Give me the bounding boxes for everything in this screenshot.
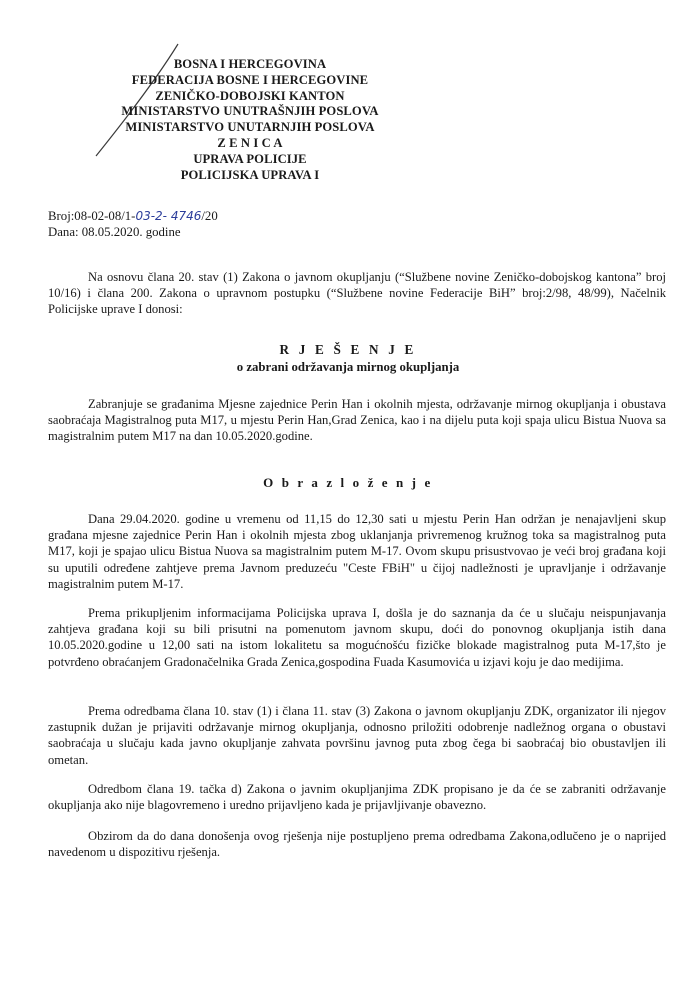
reasoning-paragraph-1: Dana 29.04.2020. godine u vremenu od 11,15 do 12,30 sati u mjestu Perin Han održan je nenajavljeni skup građana mjesne zajednice Perin Han i okolnih mjesta zbog uklanjanja privremenog kružnog toka sa magistralnog puta M17, koji je spajao ulicu Bistua Nuova sa magistralnim putem M-17. Ovom skupu prisustvovao je veći broj građana koji su uputili određene zahtjeve prema Javnom preduzeću "Ceste FBiH" u čijoj nadležnosti je upravljanje i održavanje magistralnim putem M-17. xyxy=(48,512,666,591)
header-line: POLICIJSKA UPRAVA I xyxy=(180,167,320,182)
intro-paragraph: Na osnovu člana 20. stav (1) Zakona o javnom okupljanju (“Službene novine Zeničko-dobojskog kantona” broj 10/16) i člana 200. Zakona o upravnom postupku (“Službene novine Federacije BiH” broj:2/98, 48/99), Načelnik Policijske uprave I donosi: xyxy=(48,270,666,317)
institution-header xyxy=(80,57,420,183)
header-line: UPRAVA POLICIJE xyxy=(193,151,307,166)
decision-title: R J E Š E N J E xyxy=(279,342,417,357)
reference-suffix: /20 xyxy=(201,209,218,223)
header-line: FEDERACIJA BOSNE I HERCEGOVINE xyxy=(131,72,369,87)
decision-text: Zabranjuje se građanima Mjesne zajednice Perin Han i okolnih mjesta, održavanje mirnog okupljanja i obustava saobraćaja Magistralnog puta M17, u mjestu Perin Han,Grad Zenica, kao i na dijelu puta koji spaja ulicu Bistua Nuova sa magistralnim putem M17 na dan 10.05.2020.godine. xyxy=(48,397,666,444)
reasoning-paragraph-5: Obzirom da do dana donošenja ovog rješenja nije postupljeno prema odredbama Zakona,odlučeno je o naprijed navedenom u dispozitivu rješenja. xyxy=(48,829,666,860)
header-line: ZENIČKO-DOBOJSKI KANTON xyxy=(155,88,345,103)
reference-number xyxy=(48,208,218,224)
reasoning-paragraph-4: Odredbom člana 19. tačka d) Zakona o javnim okupljanjima ZDK propisano je da će se zabraniti održavanje okupljanja ako nije blagovremeno i uredno prijavljeno kada je prijavljivanje obavezno. xyxy=(48,782,666,813)
reference-prefix: Broj:08-02-08/1- xyxy=(48,209,136,223)
header-line: MINISTARSTVO UNUTARNJIH POSLOVA xyxy=(125,120,375,135)
document-reference xyxy=(48,208,218,240)
reasoning-title: O b r a z l o ž e n j e xyxy=(263,475,433,490)
reasoning-paragraph-3: Prema odredbama člana 10. stav (1) i člana 11. stav (3) Zakona o javnom okupljanju ZDK, organizator ili njegov zastupnik dužan je prijaviti održavanje mirnog okupljanja, odnosno priložiti odobrenje nadležnog organa o obustavi saobraćaja u slučaju kada javno okupljanje zahvata površinu javnog puta zbog čega bi saobraćaj bio obustavljen ili ometan. xyxy=(48,704,666,767)
handwritten-number: 03-2- 4746 xyxy=(135,209,202,223)
header-line: MINISTARSTVO UNUTRAŠNJIH POSLOVA xyxy=(121,104,379,119)
header-line: Z E N I C A xyxy=(217,135,283,150)
decision-subtitle: o zabrani održavanja mirnog okupljanja xyxy=(236,360,460,374)
reasoning-paragraph-2: Prema prikupljenim informacijama Policijska uprava I, došla je do saznanja da će u slučaju neispunjavanja zahtjeva građana koji su bili prisutni na pomenutom javnom skupu, doći do ponovnog okupljanja istih dana 10.05.2020.godine u 12,00 sati na istom lokalitetu sa mogućnošću fizičke blokade magistralnog puta M-17,što je potvrđeno obraćanjem Gradonačelnika Grada Zenica,gospodina Fuada Kasumovića u izjavi koju je dao medijima. xyxy=(48,606,666,669)
document-date: Dana: 08.05.2020. godine xyxy=(48,225,181,239)
header-line: BOSNA I HERCEGOVINA xyxy=(173,57,327,71)
